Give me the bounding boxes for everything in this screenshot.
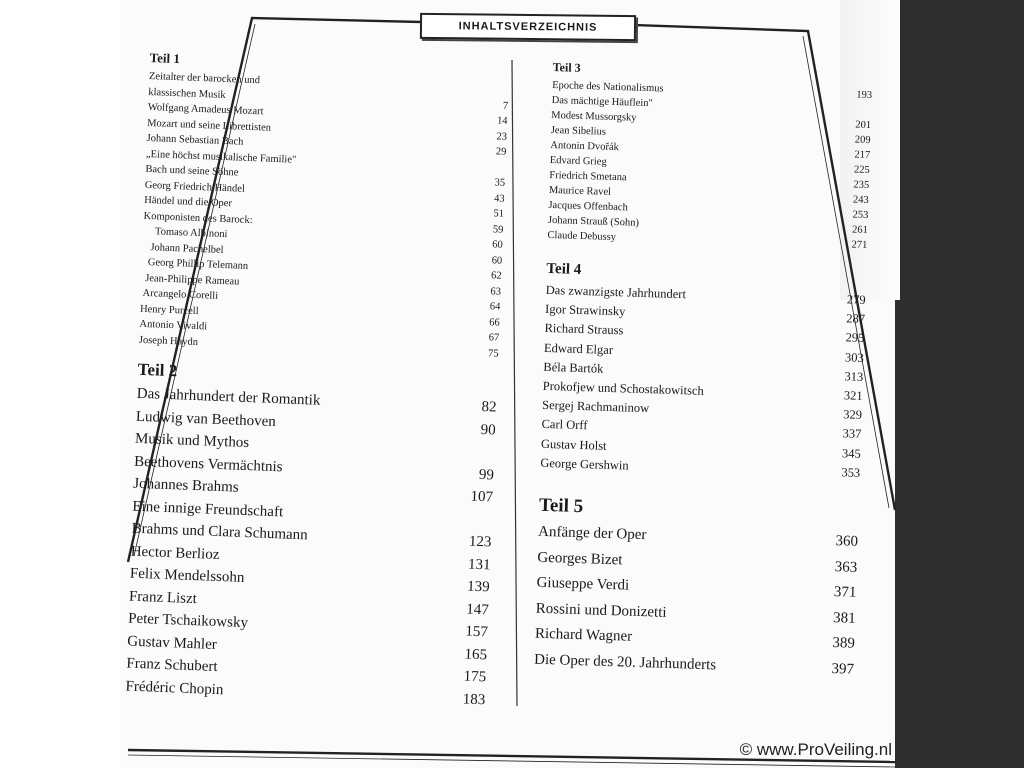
entry-title: Franz Schubert xyxy=(126,655,218,676)
entry-page-number: 23 xyxy=(496,130,508,143)
watermark: © www.ProVeiling.nl xyxy=(739,740,892,759)
entry-page-number: 389 xyxy=(832,635,856,652)
entry-title: Johannes Brahms xyxy=(133,475,239,496)
entry-title: Das Jahrhundert der Romantik xyxy=(136,385,321,409)
entry-title: Prokofjew und Schostakowitsch xyxy=(542,378,705,398)
section-heading: Teil 1 xyxy=(149,50,181,67)
entry-title: Maurice Ravel xyxy=(548,184,612,198)
entry-title: Ludwig van Beethoven xyxy=(135,408,277,430)
entry-page-number: 193 xyxy=(856,89,873,102)
entry-page-number: 261 xyxy=(851,224,868,236)
entry-title: Johann Sebastian Bach xyxy=(146,132,244,148)
entry-title: Zeitalter der barocken und klassischen Musik xyxy=(148,70,261,101)
entry-page-number: 371 xyxy=(833,584,857,601)
entry-title: Jacques Offenbach xyxy=(548,199,628,214)
entry-page-number: 337 xyxy=(842,426,862,442)
entry-title: Musik und Mythos Beethovens Vermächtnis xyxy=(133,430,283,475)
entry-title: „Eine höchst musikalische Familie" Bach und seine Söhne xyxy=(145,148,297,179)
toc-section xyxy=(139,50,510,362)
entry-title: Jean Sibelius xyxy=(550,124,607,138)
entry-page-number: 64 xyxy=(489,301,501,313)
entry-page-number: 287 xyxy=(846,311,866,327)
entry-page-number: 66 xyxy=(489,316,501,329)
entry-page-number: 131 xyxy=(467,556,491,573)
entry-title: Frédéric Chopin xyxy=(125,678,224,698)
entry-page-number: 253 xyxy=(852,209,869,221)
entry-title: Die Oper des 20. Jahrhunderts xyxy=(533,651,717,673)
entry-page-number: 62 xyxy=(490,270,502,282)
entry-title: Antonio Vivaldi xyxy=(139,318,208,333)
entry-title: Gustav Holst xyxy=(540,436,607,453)
section-heading: Teil 5 xyxy=(538,494,584,518)
entry-title: George Gershwin xyxy=(540,455,629,473)
entry-title: Antonin Dvořák xyxy=(550,139,620,154)
entry-title: Friedrich Smetana xyxy=(549,169,627,184)
entry-page-number: 235 xyxy=(853,179,870,191)
entry-page-number: 123 xyxy=(468,533,492,551)
entry-title: Gustav Mahler xyxy=(126,633,218,653)
entry-page-number: 35 xyxy=(494,177,506,189)
entry-page-number: 183 xyxy=(462,690,486,708)
entry-page-number: 397 xyxy=(831,660,855,678)
entry-title: Hector Berlioz xyxy=(130,543,220,563)
section-heading: Teil 3 xyxy=(552,60,581,75)
entry-title: Eine innige Freundschaft Brahms und Clara Schumann xyxy=(131,498,309,544)
entry-page-number: 225 xyxy=(853,164,870,176)
entry-title: Händel und die Oper xyxy=(144,194,233,210)
entry-title: Jean-Philippe Rameau xyxy=(145,272,240,288)
entry-page-number: 271 xyxy=(851,239,868,251)
entry-page-number: 157 xyxy=(465,623,489,641)
entry-page-number: 67 xyxy=(488,332,500,344)
entry-page-number: 321 xyxy=(843,388,863,403)
entry-title: Richard Wagner xyxy=(534,625,633,645)
entry-title: Tomaso Albinoni xyxy=(154,226,228,241)
entry-page-number: 107 xyxy=(470,488,494,506)
entry-page-number: 209 xyxy=(854,134,871,147)
entry-page-number: 75 xyxy=(487,347,499,360)
toc-section xyxy=(547,60,873,253)
entry-title: Igor Strawinsky xyxy=(544,302,626,319)
entry-title: Anfänge der Oper xyxy=(537,523,647,544)
section-heading: Teil 2 xyxy=(137,359,178,381)
entry-title: Georg Phillip Telemann xyxy=(147,257,249,272)
entry-title: Giuseppe Verdi xyxy=(536,574,630,594)
entry-page-number: 329 xyxy=(843,407,863,423)
entry-page-number: 360 xyxy=(835,533,859,550)
entry-page-number: 14 xyxy=(496,115,508,127)
section-heading: Teil 4 xyxy=(546,260,582,278)
entry-page-number: 29 xyxy=(495,146,507,158)
entry-title: Edvard Grieg xyxy=(549,154,607,168)
left-column xyxy=(125,50,510,711)
entry-page-number: 51 xyxy=(493,208,505,220)
entry-title: Sergej Rachmaninow xyxy=(541,398,650,416)
right-column xyxy=(534,60,873,683)
entry-title: Epoche des Nationalismus xyxy=(552,79,664,95)
entry-title: Johann Pachelbel xyxy=(150,241,224,256)
entry-title: Henry Purcell xyxy=(139,303,199,317)
entry-page-number: 363 xyxy=(834,558,858,576)
entry-page-number: 303 xyxy=(844,349,865,365)
entry-page-number: 313 xyxy=(844,369,864,384)
toc-section xyxy=(125,360,498,712)
entry-page-number: 243 xyxy=(852,194,869,206)
toc-title: INHALTSVERZEICHNIS xyxy=(420,13,636,41)
entry-page-number: 147 xyxy=(465,601,490,618)
entry-page-number: 59 xyxy=(492,223,504,236)
entry-page-number: 7 xyxy=(502,100,509,112)
entry-page-number: 345 xyxy=(841,445,862,461)
entry-title: Das mächtige Häuflein" Modest Mussorgsky xyxy=(551,94,653,124)
entry-title: Peter Tschaikowsky xyxy=(127,610,249,632)
entry-page-number: 165 xyxy=(464,646,488,663)
entry-page-number: 60 xyxy=(491,254,503,267)
toc-section xyxy=(540,261,867,483)
entry-title: Béla Bartók xyxy=(543,359,604,376)
entry-title: Das zwanzigste Jahrhundert xyxy=(545,282,687,302)
entry-title: Arcangelo Corelli xyxy=(142,287,219,302)
entry-page-number: 99 xyxy=(478,466,495,484)
entry-page-number: 381 xyxy=(832,609,856,627)
entry-title: Wolfgang Amadeus Mozart xyxy=(147,101,264,118)
entry-title: Georg Friedrich Händel xyxy=(144,179,246,195)
entry-page-number: 175 xyxy=(463,668,487,686)
entry-title: Georges Bizet xyxy=(537,549,623,568)
entry-page-number: 139 xyxy=(466,578,490,596)
entry-title: Claude Debussy xyxy=(547,229,617,244)
entry-title: Felix Mendelssohn xyxy=(129,565,245,587)
entry-title: Johann Strauß (Sohn) xyxy=(547,214,640,229)
toc-section xyxy=(534,495,859,683)
entry-page-number: 90 xyxy=(480,421,496,439)
entry-title: Rossini und Donizetti xyxy=(535,600,667,621)
entry-page-number: 63 xyxy=(490,285,502,298)
entry-title: Komponisten des Barock: xyxy=(143,210,253,226)
entry-page-number: 295 xyxy=(845,330,865,346)
entry-title: Joseph Haydn xyxy=(138,334,199,348)
entry-page-number: 43 xyxy=(493,192,505,205)
entry-page-number: 60 xyxy=(492,239,503,251)
entry-title: Carl Orff xyxy=(541,417,588,433)
entry-title: Richard Strauss xyxy=(544,321,624,338)
entry-title: Mozart und seine Librettisten xyxy=(146,117,272,134)
entry-page-number: 217 xyxy=(854,149,871,162)
entry-page-number: 279 xyxy=(846,292,866,307)
entry-title: Franz Liszt xyxy=(128,588,198,607)
entry-page-number: 353 xyxy=(841,465,861,480)
entry-page-number: 201 xyxy=(855,119,872,132)
entry-page-number: 82 xyxy=(481,398,497,416)
entry-title: Edward Elgar xyxy=(543,340,614,357)
